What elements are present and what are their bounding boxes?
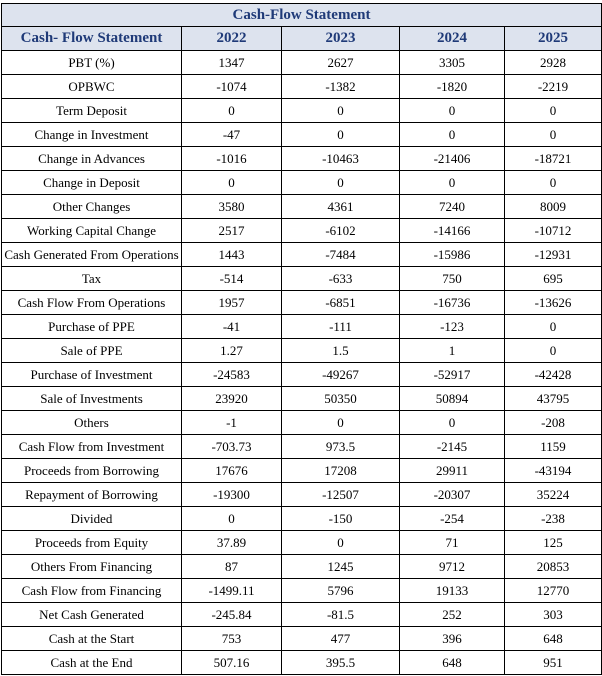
cell-value-2022: 1.27 [182,339,282,363]
cell-value-2023: 0 [282,411,400,435]
cell-value-2024: 0 [400,411,505,435]
cell-value-2025: -42428 [505,363,602,387]
cell-value-2022: -1074 [182,75,282,99]
cell-value-2025: -10712 [505,219,602,243]
table-row [2,99,602,123]
table-row [2,435,602,459]
row-label: Repayment of Borrowing [2,483,182,507]
table-row [2,219,602,243]
cell-value-2025: 20853 [505,555,602,579]
row-label: Working Capital Change [2,219,182,243]
cell-value-2025: -12931 [505,243,602,267]
cell-value-2025: 0 [505,315,602,339]
cell-value-2024: -20307 [400,483,505,507]
cell-value-2023: 1.5 [282,339,400,363]
row-label: Tax [2,267,182,291]
cell-value-2023: -6851 [282,291,400,315]
table-body [2,51,602,675]
cell-value-2023: 2627 [282,51,400,75]
table-row [2,459,602,483]
row-label: Divided [2,507,182,531]
cell-value-2023: 50350 [282,387,400,411]
cell-value-2022: -703.73 [182,435,282,459]
cell-value-2022: 507.16 [182,651,282,675]
table-row [2,483,602,507]
cell-value-2023: -10463 [282,147,400,171]
column-header-label: Cash- Flow Statement [2,27,182,51]
column-header-2023: 2023 [282,27,400,51]
cell-value-2022: -245.84 [182,603,282,627]
column-header-2024: 2024 [400,27,505,51]
row-label: Cash Generated From Operations [2,243,182,267]
cell-value-2022: -514 [182,267,282,291]
table-row [2,147,602,171]
cell-value-2022: 0 [182,507,282,531]
row-label: Change in Investment [2,123,182,147]
cell-value-2024: 1 [400,339,505,363]
cell-value-2022: 37.89 [182,531,282,555]
cell-value-2023: 0 [282,99,400,123]
cell-value-2023: 0 [282,531,400,555]
cell-value-2023: -6102 [282,219,400,243]
row-label: Change in Advances [2,147,182,171]
row-label: Cash Flow from Financing [2,579,182,603]
cell-value-2024: -52917 [400,363,505,387]
cell-value-2023: -1382 [282,75,400,99]
table-row [2,291,602,315]
cell-value-2022: 23920 [182,387,282,411]
cell-value-2024: 0 [400,171,505,195]
cell-value-2023: 5796 [282,579,400,603]
cell-value-2022: -47 [182,123,282,147]
cell-value-2022: -1016 [182,147,282,171]
cell-value-2023: 395.5 [282,651,400,675]
cell-value-2024: -15986 [400,243,505,267]
cell-value-2023: -49267 [282,363,400,387]
cell-value-2024: 71 [400,531,505,555]
cell-value-2025: 0 [505,99,602,123]
cell-value-2022: -19300 [182,483,282,507]
cell-value-2024: -2145 [400,435,505,459]
cell-value-2024: 0 [400,99,505,123]
cell-value-2024: -1820 [400,75,505,99]
cell-value-2023: 477 [282,627,400,651]
cell-value-2024: 50894 [400,387,505,411]
cell-value-2022: -1499.11 [182,579,282,603]
row-label: Cash Flow from Investment [2,435,182,459]
cell-value-2023: -633 [282,267,400,291]
row-label: Sale of Investments [2,387,182,411]
cell-value-2025: 695 [505,267,602,291]
table-row [2,651,602,675]
table-row [2,603,602,627]
cell-value-2023: -7484 [282,243,400,267]
table-row [2,243,602,267]
cell-value-2022: 1347 [182,51,282,75]
cell-value-2023: 17208 [282,459,400,483]
cash-flow-statement-container [1,3,601,675]
cell-value-2022: 3580 [182,195,282,219]
row-label: Net Cash Generated [2,603,182,627]
row-label: Purchase of PPE [2,315,182,339]
table-row [2,51,602,75]
cell-value-2024: 19133 [400,579,505,603]
cell-value-2025: 303 [505,603,602,627]
cell-value-2022: -1 [182,411,282,435]
cell-value-2023: -12507 [282,483,400,507]
table-row [2,267,602,291]
row-label: Others [2,411,182,435]
cash-flow-table [1,3,602,675]
table-row [2,579,602,603]
row-label: Term Deposit [2,99,182,123]
row-label: Sale of PPE [2,339,182,363]
cell-value-2024: 648 [400,651,505,675]
cell-value-2025: -43194 [505,459,602,483]
cell-value-2023: 973.5 [282,435,400,459]
cell-value-2023: -111 [282,315,400,339]
row-label: Change in Deposit [2,171,182,195]
table-row [2,387,602,411]
cell-value-2023: 4361 [282,195,400,219]
cell-value-2024: 252 [400,603,505,627]
row-label: Purchase of Investment [2,363,182,387]
cell-value-2024: 396 [400,627,505,651]
cell-value-2025: 35224 [505,483,602,507]
cell-value-2025: 8009 [505,195,602,219]
cell-value-2024: -123 [400,315,505,339]
row-label: Cash at the End [2,651,182,675]
table-row [2,411,602,435]
cell-value-2024: 29911 [400,459,505,483]
cell-value-2025: 0 [505,123,602,147]
row-label: PBT (%) [2,51,182,75]
cell-value-2025: 0 [505,171,602,195]
cell-value-2022: 2517 [182,219,282,243]
cell-value-2025: -13626 [505,291,602,315]
table-row [2,627,602,651]
cell-value-2024: 9712 [400,555,505,579]
cell-value-2023: -81.5 [282,603,400,627]
cell-value-2025: -238 [505,507,602,531]
cell-value-2024: -16736 [400,291,505,315]
row-label: Other Changes [2,195,182,219]
cell-value-2024: 750 [400,267,505,291]
cell-value-2025: 2928 [505,51,602,75]
table-row [2,75,602,99]
cell-value-2025: 648 [505,627,602,651]
table-row [2,171,602,195]
cell-value-2024: 7240 [400,195,505,219]
cell-value-2025: 125 [505,531,602,555]
cell-value-2023: -150 [282,507,400,531]
cell-value-2022: 0 [182,99,282,123]
cell-value-2023: 0 [282,123,400,147]
row-label: Others From Financing [2,555,182,579]
cell-value-2022: -24583 [182,363,282,387]
cell-value-2022: -41 [182,315,282,339]
table-row [2,315,602,339]
cell-value-2025: 951 [505,651,602,675]
cell-value-2025: -2219 [505,75,602,99]
table-row [2,555,602,579]
cell-value-2022: 17676 [182,459,282,483]
column-header-2025: 2025 [505,27,602,51]
cell-value-2023: 1245 [282,555,400,579]
cell-value-2024: 3305 [400,51,505,75]
table-row [2,123,602,147]
table-row [2,531,602,555]
cell-value-2024: -254 [400,507,505,531]
row-label: Proceeds from Equity [2,531,182,555]
column-header-2022: 2022 [182,27,282,51]
cell-value-2022: 0 [182,171,282,195]
row-label: Cash Flow From Operations [2,291,182,315]
cell-value-2024: -21406 [400,147,505,171]
row-label: Cash at the Start [2,627,182,651]
table-row [2,339,602,363]
cell-value-2022: 1957 [182,291,282,315]
cell-value-2022: 753 [182,627,282,651]
cell-value-2022: 1443 [182,243,282,267]
cell-value-2024: 0 [400,123,505,147]
table-row [2,195,602,219]
table-row [2,363,602,387]
cell-value-2025: 43795 [505,387,602,411]
cell-value-2025: 12770 [505,579,602,603]
cell-value-2025: 1159 [505,435,602,459]
cell-value-2024: -14166 [400,219,505,243]
cell-value-2022: 87 [182,555,282,579]
table-title: Cash-Flow Statement [2,4,602,27]
row-label: Proceeds from Borrowing [2,459,182,483]
cell-value-2025: 0 [505,339,602,363]
cell-value-2025: -208 [505,411,602,435]
table-row [2,507,602,531]
column-header-row [2,27,602,51]
row-label: OPBWC [2,75,182,99]
cell-value-2025: -18721 [505,147,602,171]
cell-value-2023: 0 [282,171,400,195]
